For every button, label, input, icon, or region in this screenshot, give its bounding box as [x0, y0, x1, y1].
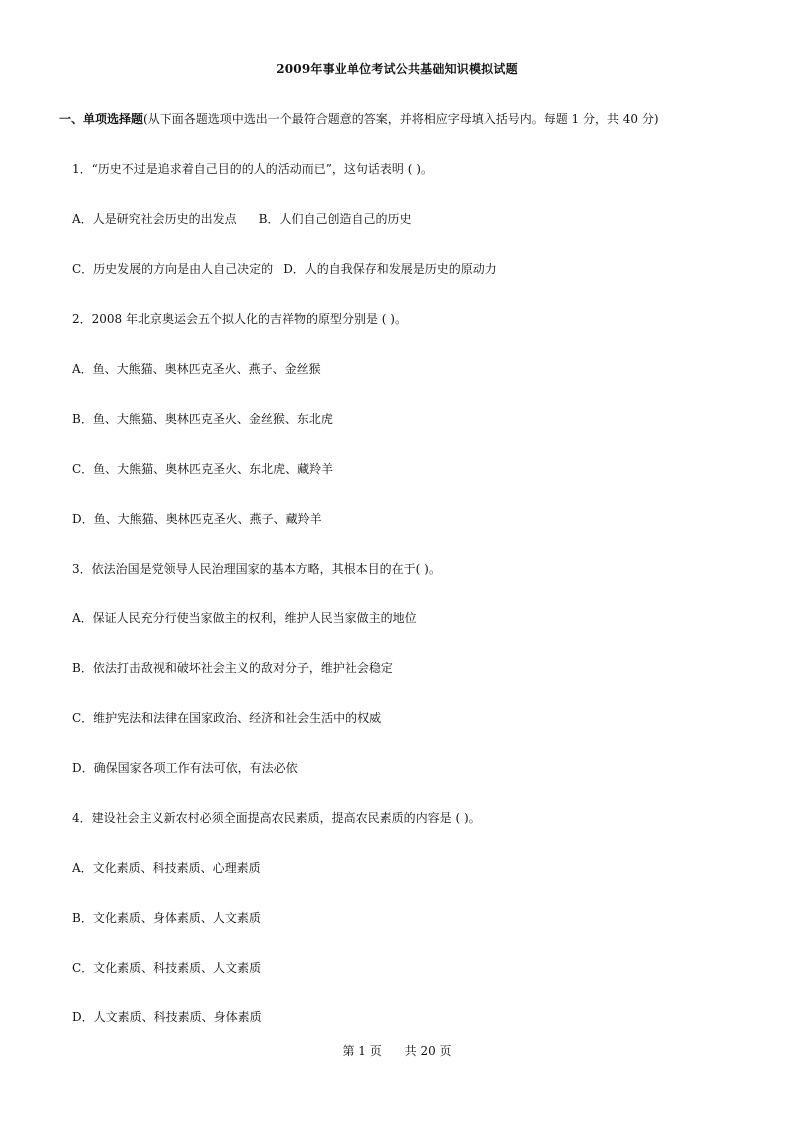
question-1-option-d: D．人的自我保存和发展是历史的原动力	[283, 262, 497, 276]
question-2-option-d: D．鱼、大熊猫、奥林匹克圣火、燕子、藏羚羊	[72, 512, 322, 526]
question-1-options-ab	[72, 210, 412, 227]
question-2-option-b: B．鱼、大熊猫、奥林匹克圣火、金丝猴、东北虎	[72, 412, 333, 426]
question-2-option-c: C．鱼、大熊猫、奥林匹克圣火、东北虎、藏羚羊	[72, 462, 334, 476]
question-4-stem: 4．建设社会主义新农村必须全面提高农民素质，提高农民素质的内容是 ( )。	[72, 811, 481, 825]
question-2-option-a: A．鱼、大熊猫、奥林匹克圣火、燕子、金丝猴	[72, 362, 321, 376]
page-number: 第 1 页	[342, 1044, 382, 1058]
section-heading: 一、单项选择题	[59, 112, 144, 126]
question-2-stem: 2．2008 年北京奥运会五个拟人化的吉祥物的原型分别是 ( )。	[72, 312, 407, 326]
question-1-options-cd	[72, 260, 497, 277]
question-1-option-c: C．历史发展的方向是由人自己决定的	[72, 262, 274, 276]
question-4-option-a: A．文化素质、科技素质、心理素质	[72, 861, 261, 875]
question-1-option-a: A．人是研究社会历史的出发点	[72, 212, 237, 226]
question-3-stem: 3．依法治国是党领导人民治理国家的基本方略，其根本目的在于( )。	[72, 562, 441, 576]
question-4-option-d: D．人文素质、科技素质、身体素质	[72, 1010, 262, 1024]
question-1-stem: 1．“历史不过是追求着自己目的的人的活动而已”，这句话表明 ( )。	[72, 162, 433, 176]
section-instruction: (从下面各题选项中选出一个最符合题意的答案，并将相应字母填入括号内。每题 1 分，共 40 分)	[143, 112, 659, 126]
question-1-option-b: B．人们自己创造自己的历史	[258, 212, 412, 226]
page-total: 共 20 页	[404, 1044, 452, 1058]
question-3-option-d: D．确保国家各项工作有法可依，有法必依	[72, 761, 298, 775]
page-footer	[0, 1042, 794, 1059]
question-4-option-c: C．文化素质、科技素质、人文素质	[72, 961, 262, 975]
question-3-option-c: C．维护宪法和法律在国家政治、经济和社会生活中的权威	[72, 711, 382, 725]
question-3-option-a: A．保证人民充分行使当家做主的权利，维护人民当家做主的地位	[72, 611, 417, 625]
question-4-option-b: B．文化素质、身体素质、人文素质	[72, 911, 261, 925]
document-title: 2009年事业单位考试公共基础知识模拟试题	[276, 62, 518, 76]
section-header	[59, 110, 659, 127]
question-3-option-b: B．依法打击敌视和破坏社会主义的敌对分子，维护社会稳定	[72, 661, 393, 675]
